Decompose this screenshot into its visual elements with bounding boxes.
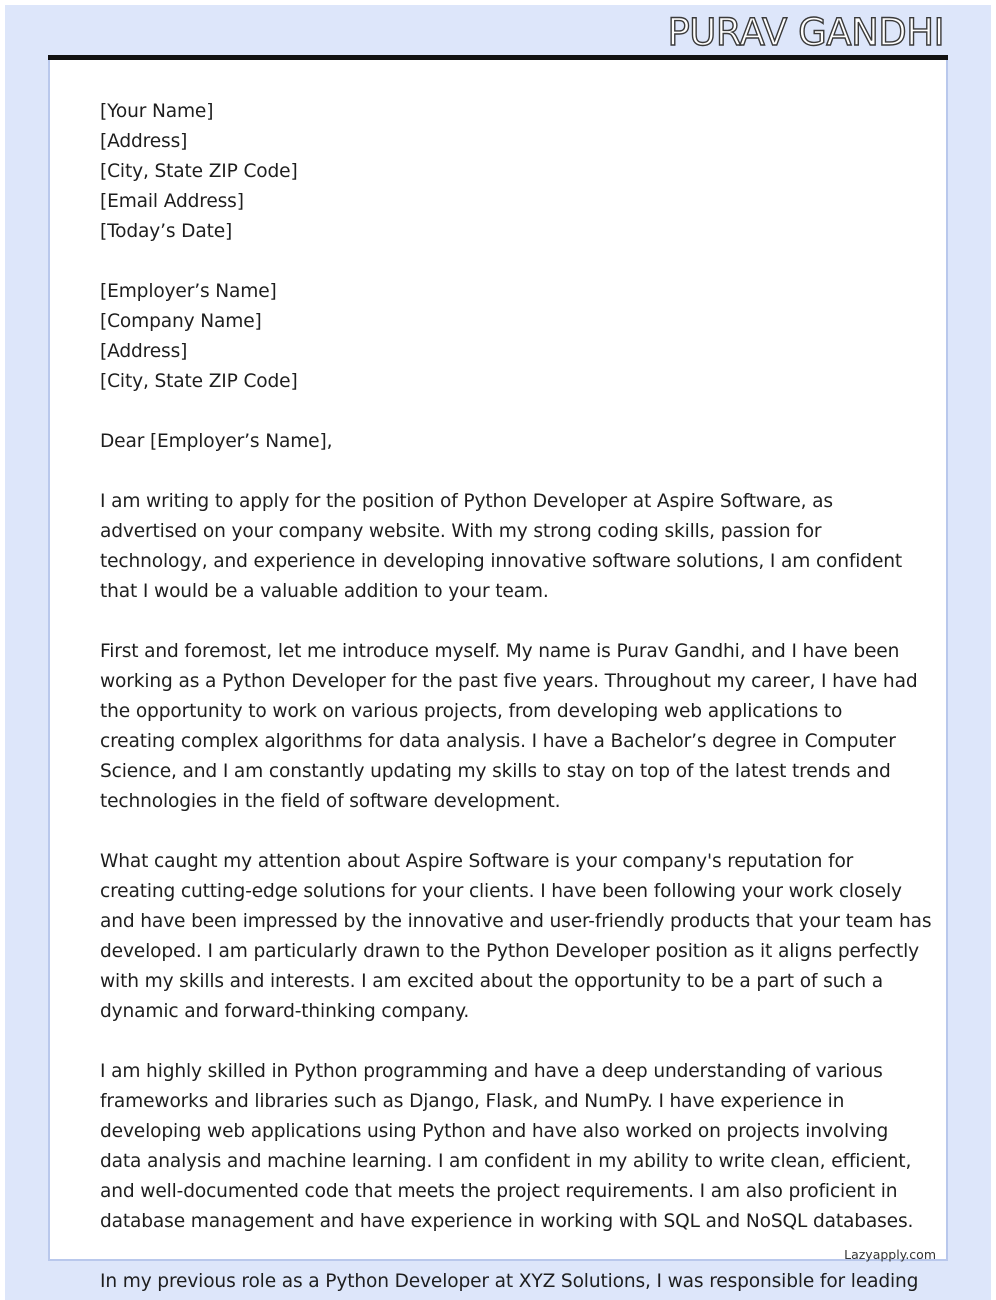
next-page-overflow-line: In my previous role as a Python Developer at XYZ Solutions, I was responsible for leading: [100, 1271, 919, 1292]
spacer: [100, 1027, 900, 1057]
letter-date: [Today’s Date]: [100, 221, 233, 242]
recipient-company-name: [Company Name]: [100, 311, 262, 332]
recipient-employer-name: [Employer’s Name]: [100, 281, 277, 302]
candidate-name-header: PURAV GANDHI: [667, 11, 944, 54]
paragraph-line: data analysis and machine learning. I am confident in my ability to write clean, efficient,: [100, 1151, 912, 1172]
paragraph-line: developed. I am particularly drawn to the Python Developer position as it aligns perfectly: [100, 941, 920, 962]
paragraph-line: technology, and experience in developing innovative software solutions, I am confident: [100, 551, 903, 572]
recipient-block: [100, 277, 900, 397]
cover-letter-body: [100, 97, 932, 1237]
paragraph-line: First and foremost, let me introduce myself. My name is Purav Gandhi, and I have been: [100, 641, 900, 662]
paragraph-line: advertised on your company website. With my strong coding skills, passion for: [100, 521, 822, 542]
paragraph-line: dynamic and forward-thinking company.: [100, 1001, 470, 1022]
watermark-brand: Lazyapply.com: [844, 1247, 936, 1262]
paragraph-line: Science, and I am constantly updating my skills to stay on top of the latest trends and: [100, 761, 891, 782]
paragraph-line: the opportunity to work on various projects, from developing web applications to: [100, 701, 843, 722]
recipient-address: [Address]: [100, 341, 188, 362]
recipient-city-state-zip: [City, State ZIP Code]: [100, 371, 298, 392]
spacer: [100, 397, 900, 427]
paragraph-line: creating complex algorithms for data analysis. I have a Bachelor’s degree in Computer: [100, 731, 896, 752]
spacer: [100, 817, 900, 847]
spacer: [100, 607, 900, 637]
sender-city-state-zip: [City, State ZIP Code]: [100, 161, 298, 182]
paragraph-line: creating cutting-edge solutions for your clients. I have been following your work closely: [100, 881, 902, 902]
sender-address: [Address]: [100, 131, 188, 152]
paragraph-line: I am highly skilled in Python programming and have a deep understanding of various: [100, 1061, 883, 1082]
paragraph-background: [100, 637, 918, 817]
salutation: Dear [Employer’s Name],: [100, 431, 333, 452]
paragraph-line: frameworks and libraries such as Django, Flask, and NumPy. I have experience in: [100, 1091, 845, 1112]
paragraph-line: working as a Python Developer for the past five years. Throughout my career, I have had: [100, 671, 918, 692]
paragraph-intro: [100, 487, 903, 607]
spacer: [100, 457, 900, 487]
paragraph-line: and have been impressed by the innovative and user-friendly products that your team has: [100, 911, 932, 932]
sender-block: [100, 97, 900, 247]
paragraph-line: and well-documented code that meets the project requirements. I am also proficient in: [100, 1181, 898, 1202]
paragraph-line: developing web applications using Python and have also worked on projects involving: [100, 1121, 889, 1142]
paragraph-line: technologies in the field of software development.: [100, 791, 561, 812]
paragraph-line: database management and have experience in working with SQL and NoSQL databases.: [100, 1211, 914, 1232]
paragraph-line: What caught my attention about Aspire Software is your company's reputation for: [100, 851, 854, 872]
sender-email: [Email Address]: [100, 191, 244, 212]
paragraph-skills: [100, 1057, 914, 1237]
paragraph-line: I am writing to apply for the position of Python Developer at Aspire Software, as: [100, 491, 833, 512]
paragraph-line: that I would be a valuable addition to your team.: [100, 581, 549, 602]
sender-name: [Your Name]: [100, 101, 214, 122]
spacer: [100, 247, 900, 277]
paragraph-line: with my skills and interests. I am excited about the opportunity to be a part of such a: [100, 971, 883, 992]
paragraph-company-interest: [100, 847, 932, 1027]
